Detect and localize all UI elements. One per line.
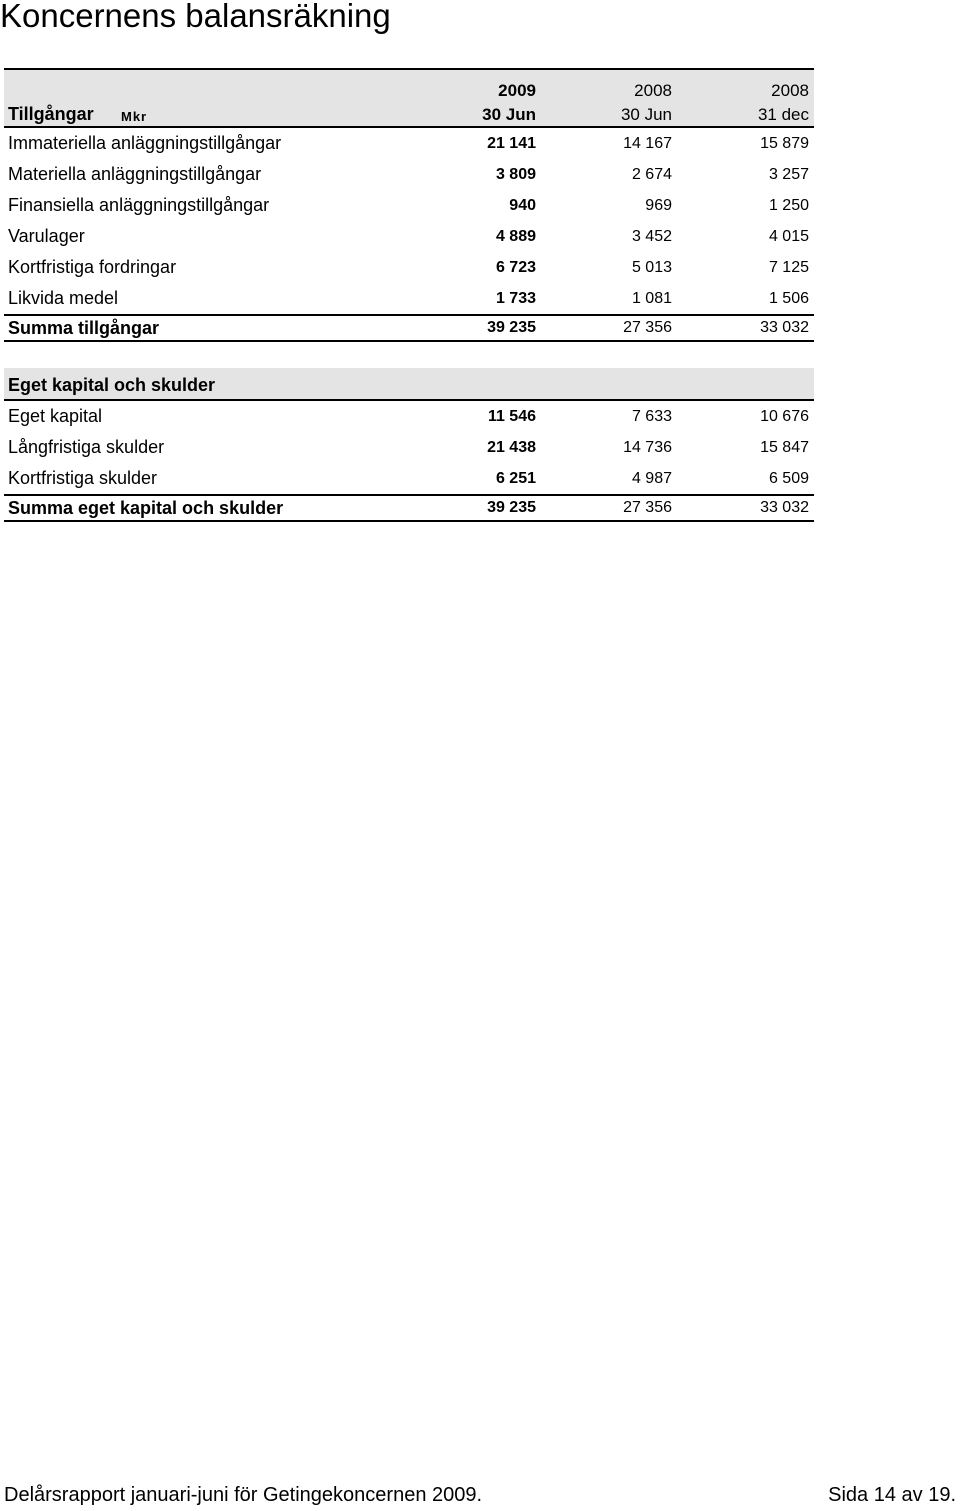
col3-date: 31 dec [757, 105, 809, 124]
value-2009-jun: 1 733 [495, 290, 536, 307]
table-row [4, 283, 814, 314]
assets-heading: Tillgångar [8, 104, 94, 124]
value-2008-dec: 15 879 [760, 135, 809, 152]
value-2009-jun: 4 889 [495, 228, 536, 245]
value-2008-jun: 14 736 [623, 439, 672, 456]
value-2008-dec: 6 509 [768, 470, 809, 487]
footer-report-title: Delårsrapport januari-juni för Getingekoncernen 2009. [4, 1484, 483, 1506]
equity-section-header [4, 368, 814, 401]
value-2009-jun: 940 [509, 197, 536, 214]
col1-date: 30 Jun [482, 105, 536, 124]
value-2008-dec: 1 250 [768, 197, 809, 214]
balance-sheet-table [4, 68, 814, 522]
row-label: Kortfristiga skulder [8, 468, 158, 488]
row-label: Varulager [8, 226, 85, 246]
row-label: Likvida medel [8, 288, 119, 308]
table-row [4, 252, 814, 283]
footer-page-number: Sida 14 av 19. [828, 1484, 956, 1506]
value-2009-jun: 39 235 [487, 499, 536, 516]
value-2008-dec: 15 847 [760, 439, 809, 456]
table-row [4, 128, 814, 159]
row-label: Immateriella anläggningstillgångar [8, 133, 282, 153]
value-2008-dec: 33 032 [760, 499, 809, 516]
page-title: Koncernens balansräkning [0, 0, 391, 34]
table-header [4, 70, 814, 128]
assets-total-row [4, 314, 814, 342]
row-label: Eget kapital [8, 406, 103, 426]
row-label: Summa tillgångar [8, 318, 160, 338]
value-2008-jun: 4 987 [631, 470, 672, 487]
value-2008-dec: 4 015 [768, 228, 809, 245]
value-2008-jun: 7 633 [631, 408, 672, 425]
value-2008-jun: 2 674 [631, 166, 672, 183]
table-row [4, 190, 814, 221]
value-2008-dec: 10 676 [760, 408, 809, 425]
value-2008-dec: 1 506 [768, 290, 809, 307]
value-2009-jun: 6 251 [495, 470, 536, 487]
col2-date: 30 Jun [620, 105, 672, 124]
table-row [4, 221, 814, 252]
value-2008-jun: 969 [645, 197, 672, 214]
value-2009-jun: 39 235 [487, 319, 536, 336]
value-2008-jun: 27 356 [623, 319, 672, 336]
unit-label: Mkr [121, 109, 148, 124]
row-label: Kortfristiga fordringar [8, 257, 177, 277]
table-row [4, 463, 814, 494]
value-2009-jun: 21 438 [487, 439, 536, 456]
row-label: Materiella anläggningstillgångar [8, 164, 262, 184]
value-2008-jun: 1 081 [631, 290, 672, 307]
row-label: Långfristiga skulder [8, 437, 165, 457]
table-row [4, 401, 814, 432]
row-label: Finansiella anläggningstillgångar [8, 195, 270, 215]
value-2009-jun: 11 546 [487, 408, 536, 425]
value-2009-jun: 3 809 [495, 166, 536, 183]
value-2008-jun: 5 013 [631, 259, 672, 276]
value-2008-dec: 33 032 [760, 319, 809, 336]
value-2009-jun: 21 141 [487, 135, 536, 152]
col2-year: 2008 [634, 81, 672, 100]
value-2008-dec: 3 257 [768, 166, 809, 183]
col1-year: 2009 [498, 81, 536, 100]
table-row [4, 432, 814, 463]
equity-total-row [4, 494, 814, 522]
value-2009-jun: 6 723 [495, 259, 536, 276]
value-2008-jun: 27 356 [623, 499, 672, 516]
col3-year: 2008 [771, 81, 809, 100]
value-2008-jun: 14 167 [623, 135, 672, 152]
row-label: Summa eget kapital och skulder [8, 498, 284, 518]
table-row [4, 159, 814, 190]
value-2008-jun: 3 452 [631, 228, 672, 245]
equity-heading: Eget kapital och skulder [8, 375, 216, 395]
value-2008-dec: 7 125 [768, 259, 809, 276]
